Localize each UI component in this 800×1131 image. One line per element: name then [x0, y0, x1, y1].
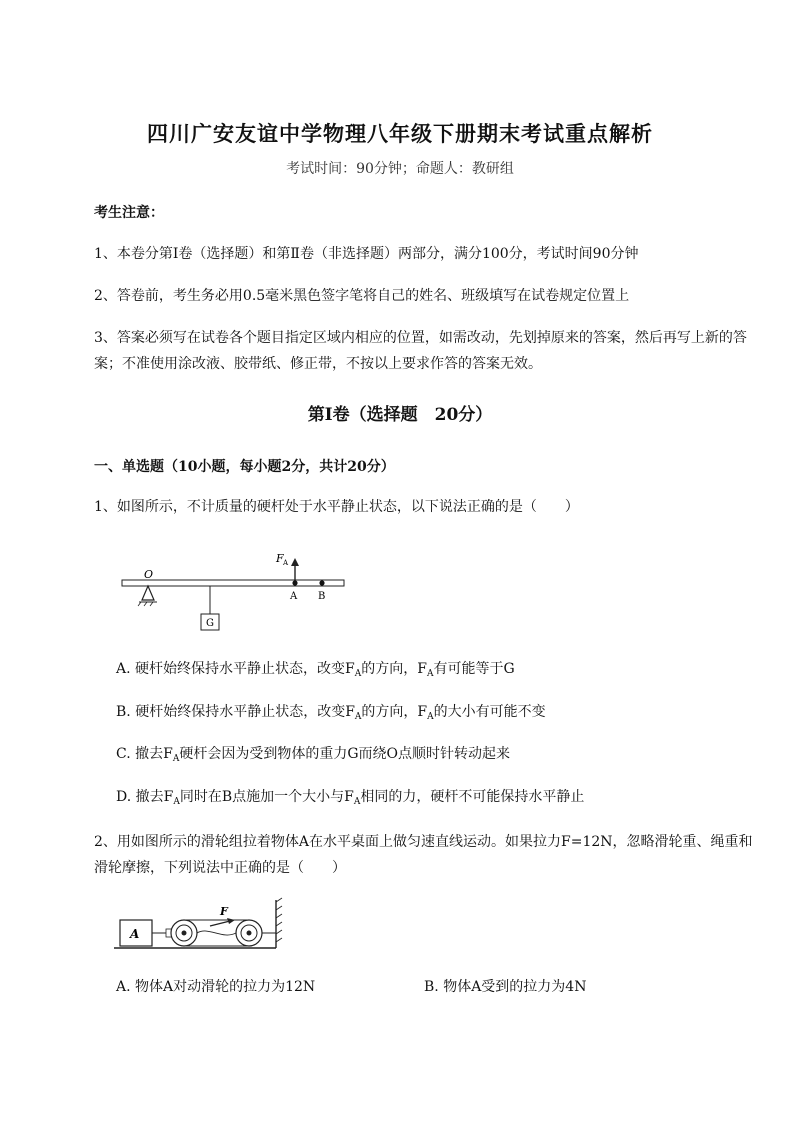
force-label: F: [220, 905, 228, 918]
block-label: A: [130, 927, 140, 941]
q1-option-c[interactable]: C. 撤去$F_A$硬杆会因为受到物体的重力G而绕O点顺时针转动起来: [116, 746, 510, 764]
label-b: B: [318, 591, 326, 602]
q2-option-b[interactable]: B. 物体A受到的拉力为4N: [424, 979, 587, 995]
force-arrow: [210, 921, 230, 926]
pulley-figure: [114, 896, 284, 954]
page-title: 四川广安友谊中学物理八年级下册期末考试重点解析: [147, 121, 653, 146]
notice-item-2: 2、答卷前，考生务必用0.5毫米黑色签字笔将自己的姓名、班级填写在试卷规定位置上: [94, 288, 630, 304]
notice-item-3: 3、答案必须写在试卷各个题目指定区域内相应的位置，如需改动，先划掉原来的答案，然后再写上新的答案；不准使用涂改液、胶带纸、修正带，不按以上要求作答的答案无效。: [94, 330, 747, 372]
q1-option-a[interactable]: A. 硬杆始终保持水平静止状态，改变$F_A$的方向，$F_A$有可能等于G: [116, 661, 515, 679]
label-o: O: [144, 568, 154, 581]
question-2-stem: 2、用如图所示的滑轮组拉着物体A在水平桌面上做匀速直线运动。如果拉力F=12N，忽略滑轮重、绳重和滑轮摩擦，下列说法中正确的是（ ）: [94, 834, 753, 876]
label-a: A: [290, 591, 298, 602]
lever-rod: [122, 580, 344, 586]
label-fa: F: [276, 552, 284, 565]
label-g: G: [206, 618, 214, 629]
force-arrowhead: [291, 558, 299, 566]
q1-option-b[interactable]: B. 硬杆始终保持水平静止状态，改变$F_A$的方向，$F_A$的大小有可能不变: [116, 704, 546, 722]
label-fa-sub: A: [283, 559, 289, 567]
point-a-dot: [292, 580, 297, 585]
lever-figure: [118, 545, 350, 637]
part-heading: 一、单选题（10小题，每小题2分，共计20分）: [94, 459, 395, 475]
section-title: 第I卷（选择题 20分）: [307, 405, 493, 425]
q1-option-d[interactable]: D. 撤去$F_A$同时在B点施加一个大小与$F_A$相同的力，硬杆不可能保持水平静止: [116, 789, 585, 807]
rope-middle: [197, 931, 236, 935]
fulcrum-triangle: [142, 586, 154, 600]
point-b-dot: [319, 580, 324, 585]
notice-item-1: 1、本卷分第I卷（选择题）和第Ⅱ卷（非选择题）两部分，满分100分，考试时间90分钟: [94, 246, 639, 262]
question-1-stem: 1、如图所示，不计质量的硬杆处于水平静止状态，以下说法正确的是（ ）: [94, 499, 579, 515]
notice-heading: 考生注意：: [94, 205, 164, 221]
q2-option-a[interactable]: A. 物体A对动滑轮的拉力为12N: [116, 979, 316, 995]
exam-info: 考试时间：90分钟；命题人：教研组: [286, 161, 514, 177]
